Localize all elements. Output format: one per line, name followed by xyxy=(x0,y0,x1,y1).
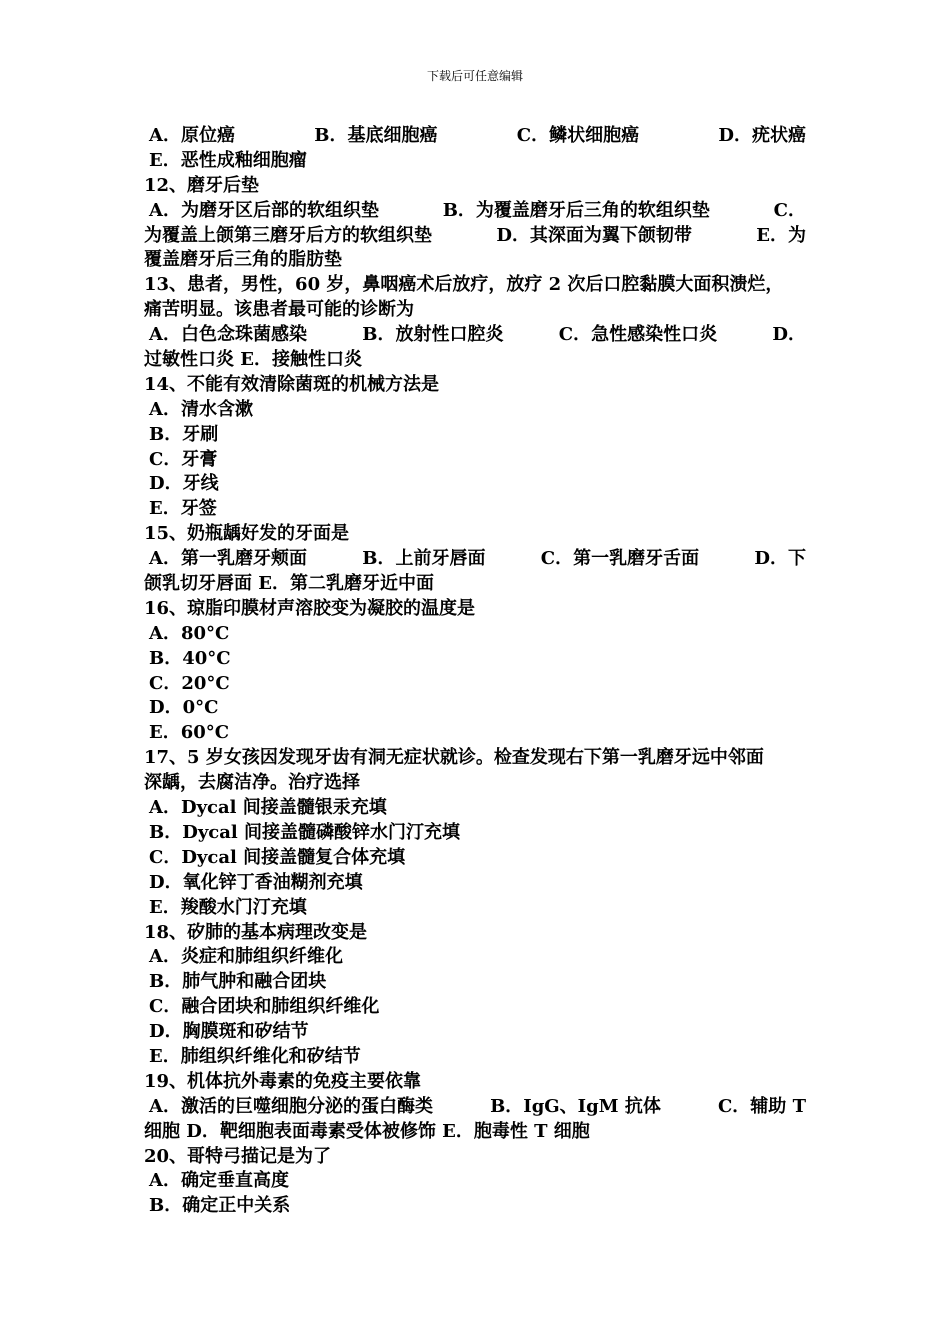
text-line: E．60°C xyxy=(149,722,230,744)
text-segment: D．其深面为翼下颌韧带 xyxy=(496,224,692,246)
text-line: E．羧酸水门汀充填 xyxy=(149,896,307,918)
text-line: C．牙膏 xyxy=(149,448,218,470)
text-line: C．融合团块和肺组织纤维化 xyxy=(149,996,380,1018)
text-line: 覆盖磨牙后三角的脂肪垫 xyxy=(144,249,342,271)
text-segment: A．激活的巨噬细胞分泌的蛋白酶类 xyxy=(149,1095,433,1117)
text-line xyxy=(144,124,806,149)
page-header: 下载后可任意编辑 xyxy=(426,69,523,83)
text-segment: A．原位癌 xyxy=(149,125,235,146)
text-segment: D．下 xyxy=(754,548,806,570)
document-body xyxy=(144,124,806,1219)
text-line xyxy=(144,547,806,572)
text-segment: B．放射性口腔炎 xyxy=(362,324,504,346)
text-line: 颌乳切牙唇面 E．第二乳磨牙近中面 xyxy=(144,573,434,595)
text-line: B．肺气肿和融合团块 xyxy=(149,971,327,993)
text-line: 过敏性口炎 E．接触性口炎 xyxy=(144,349,362,371)
text-line: B．40°C xyxy=(149,647,231,669)
text-segment: A．白色念珠菌感染 xyxy=(149,324,307,346)
text-line xyxy=(144,199,806,224)
text-line: B．确定正中关系 xyxy=(149,1195,291,1217)
text-segment: D． xyxy=(772,324,806,346)
text-line: 15、奶瓶龋好发的牙面是 xyxy=(144,523,350,545)
text-segment: B．基底细胞癌 xyxy=(314,125,438,146)
text-segment: C．鳞状细胞癌 xyxy=(516,125,640,146)
text-segment: 为覆盖上颌第三磨牙后方的软组织垫 xyxy=(144,224,432,246)
text-line: D．胸膜斑和矽结节 xyxy=(149,1021,309,1043)
text-segment: E．为 xyxy=(756,224,806,246)
text-line: A．清水含漱 xyxy=(149,398,253,420)
text-line: B．牙刷 xyxy=(149,423,219,445)
text-segment: A．第一乳磨牙颊面 xyxy=(149,548,307,570)
text-line: 14、不能有效清除菌斑的机械方法是 xyxy=(144,373,440,395)
text-line: E．肺组织纤维化和矽结节 xyxy=(149,1045,361,1067)
text-line: 19、机体抗外毒素的免疫主要依靠 xyxy=(144,1070,422,1092)
text-line: A．80°C xyxy=(149,622,230,644)
text-line: C．Dycal 间接盖髓复合体充填 xyxy=(149,846,406,868)
text-line xyxy=(144,323,806,348)
text-segment: B．上前牙唇面 xyxy=(362,548,486,570)
text-line: 13、患者，男性，60 岁，鼻咽癌术后放疗，放疗 2 次后口腔黏膜大面积溃烂， xyxy=(144,274,784,296)
text-segment: D．疣状癌 xyxy=(718,125,806,146)
text-segment: C．辅助 T xyxy=(717,1095,806,1117)
text-segment: C．急性感染性口炎 xyxy=(558,324,718,346)
text-line: 18、矽肺的基本病理改变是 xyxy=(144,921,368,943)
text-segment: A．为磨牙区后部的软组织垫 xyxy=(149,199,379,221)
text-line: 17、5 岁女孩因发现牙齿有洞无症状就诊。检查发现右下第一乳磨牙远中邻面 xyxy=(144,747,764,769)
text-line: 16、琼脂印膜材声溶胶变为凝胶的温度是 xyxy=(144,597,476,619)
text-line: E．牙签 xyxy=(149,498,217,520)
text-line: D．氧化锌丁香油糊剂充填 xyxy=(149,871,363,893)
text-line xyxy=(144,1095,806,1120)
text-segment: B．为覆盖磨牙后三角的软组织垫 xyxy=(442,199,710,221)
text-line: A．Dycal 间接盖髓银汞充填 xyxy=(149,797,387,819)
text-line: D．0°C xyxy=(149,697,219,719)
text-line: D．牙线 xyxy=(149,473,219,495)
text-line: 痛苦明显。该患者最可能的诊断为 xyxy=(144,299,414,321)
text-line: A．确定垂直高度 xyxy=(149,1170,289,1192)
text-segment: C．第一乳磨牙舌面 xyxy=(540,548,700,570)
text-line: 12、磨牙后垫 xyxy=(144,174,260,196)
text-line xyxy=(144,224,806,249)
text-line: C．20°C xyxy=(149,672,230,694)
text-segment: C． xyxy=(773,199,806,221)
text-segment: B．IgG、IgM 抗体 xyxy=(490,1095,661,1117)
text-line: 20、哥特弓描记是为了 xyxy=(144,1145,332,1167)
text-line: A．炎症和肺组织纤维化 xyxy=(149,946,343,968)
text-line: 深龋，去腐洁净。治疗选择 xyxy=(144,772,360,794)
text-line: 细胞 D．靶细胞表面毒素受体被修饰 E．胞毒性 T 细胞 xyxy=(144,1120,590,1142)
text-line: E．恶性成釉细胞瘤 xyxy=(149,149,307,171)
text-line: B．Dycal 间接盖髓磷酸锌水门汀充填 xyxy=(149,821,461,843)
